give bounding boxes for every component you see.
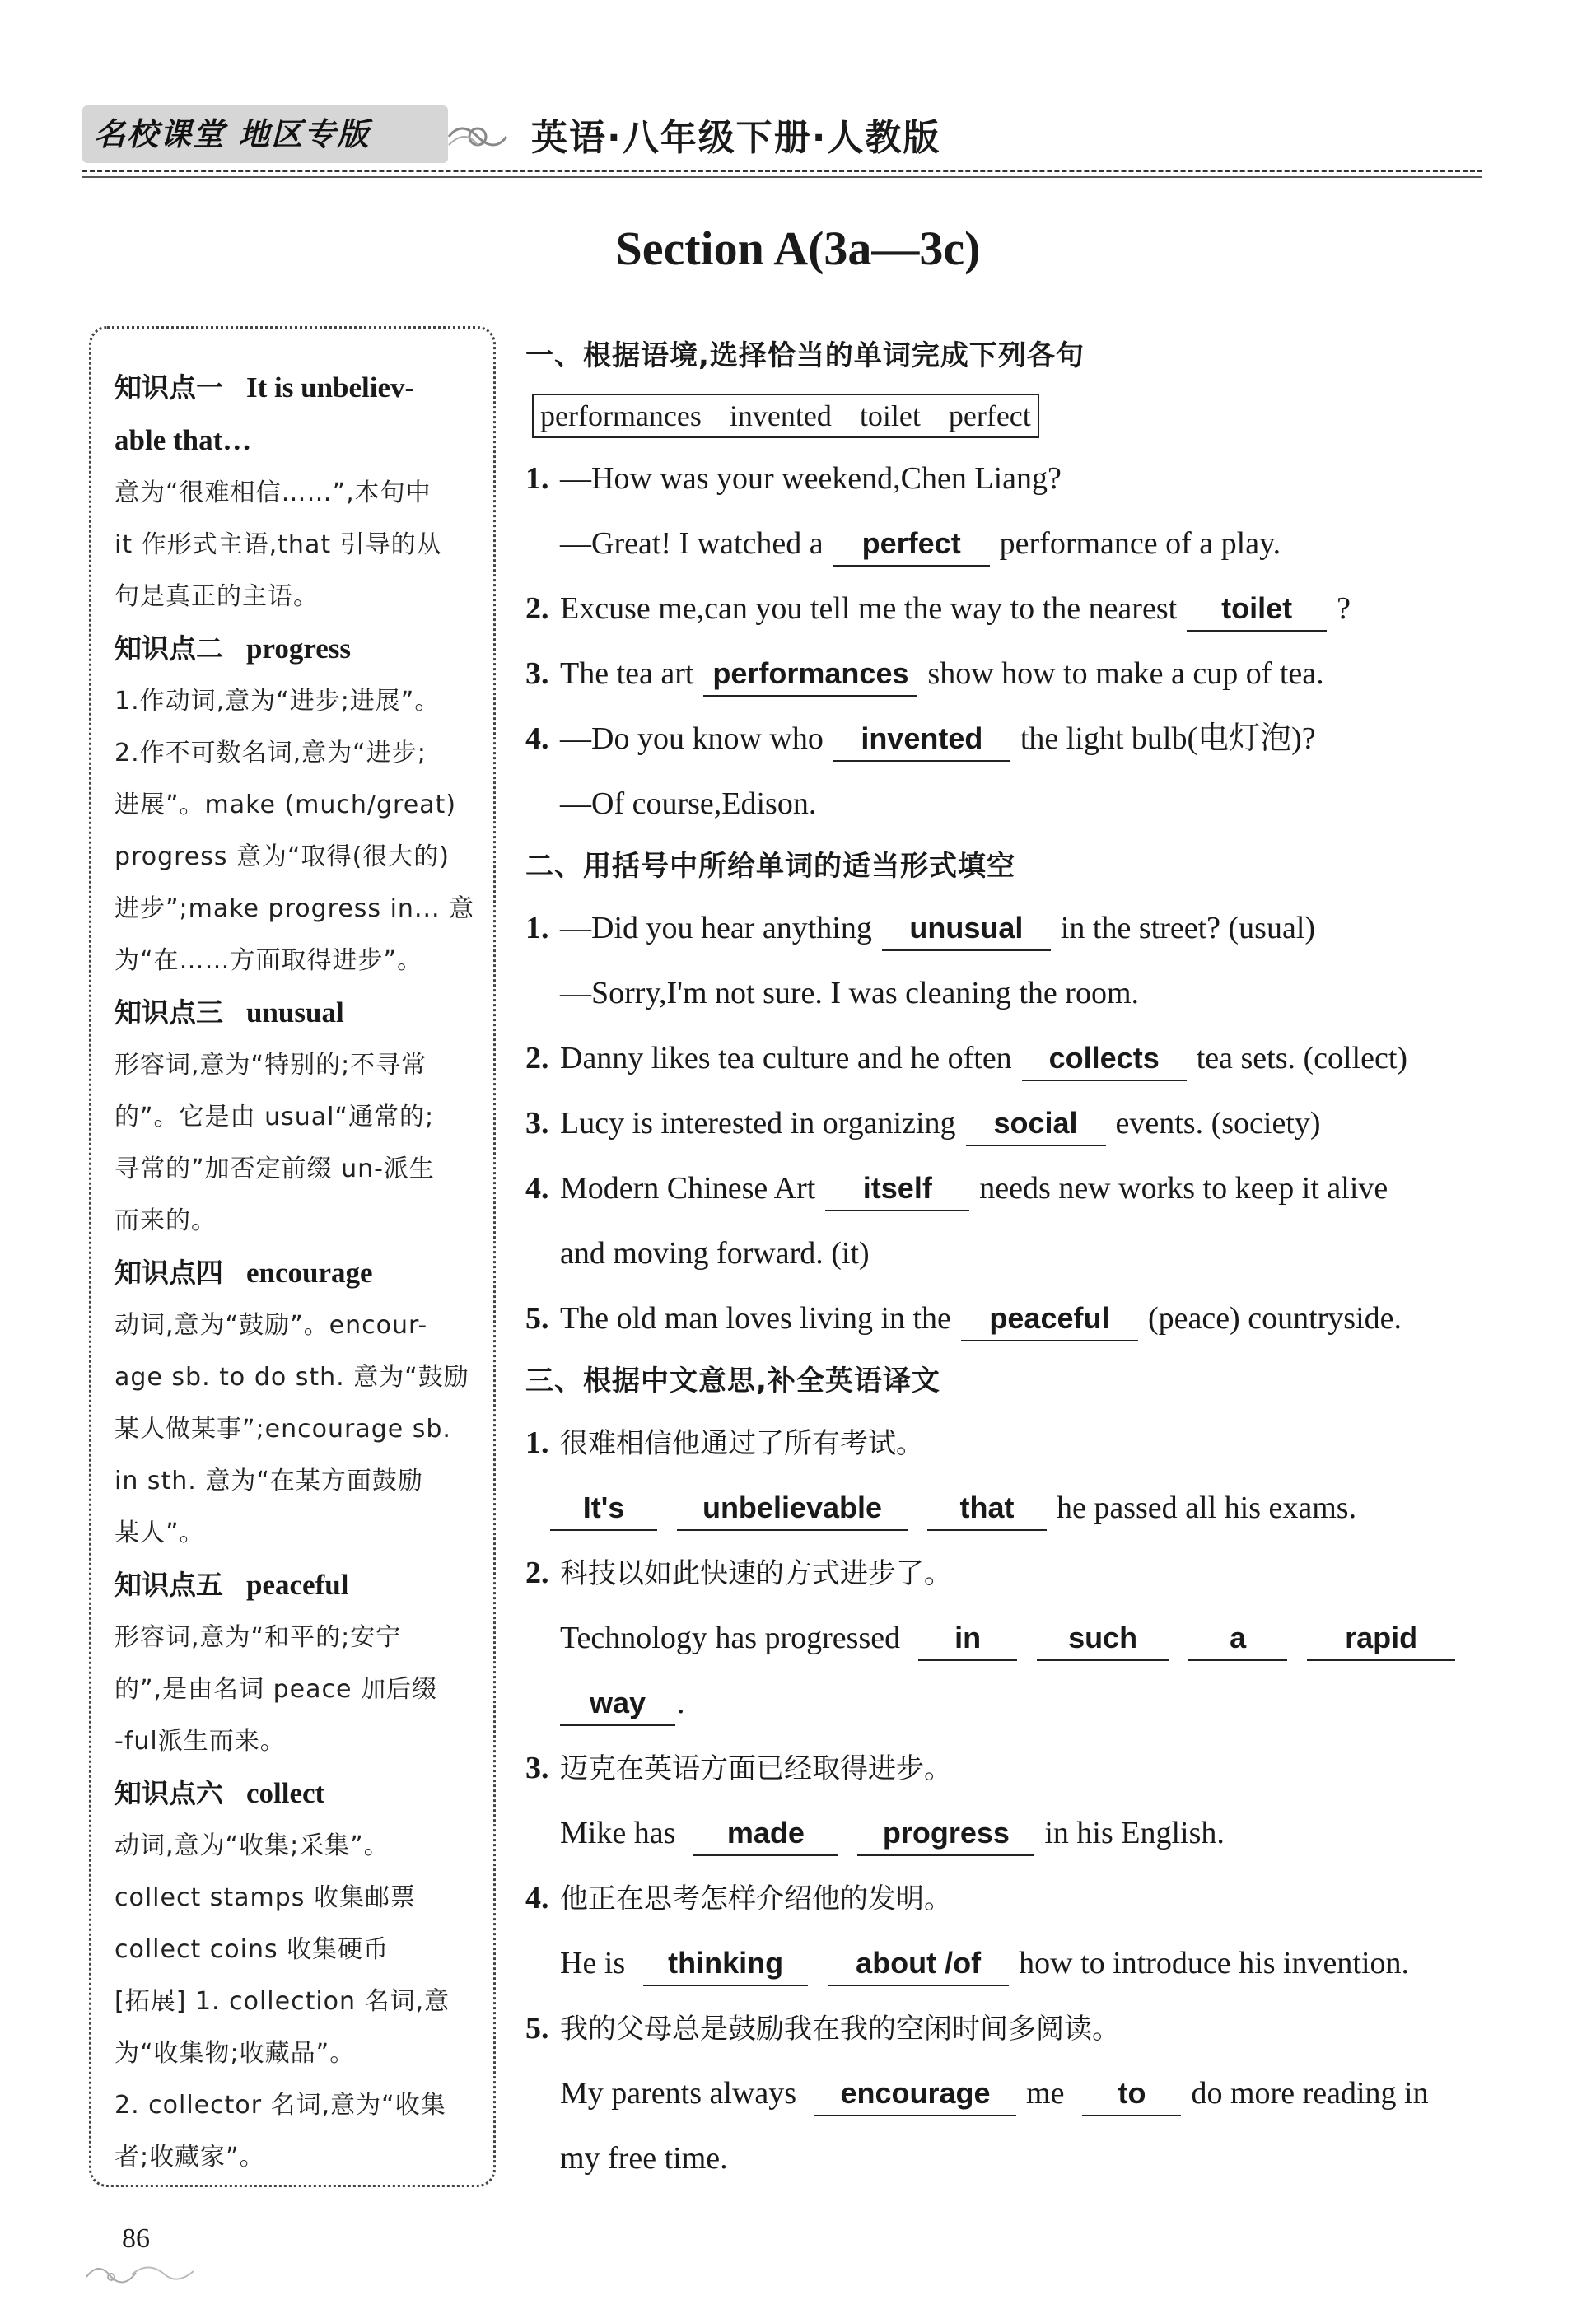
answer-blank[interactable]: a: [1188, 1617, 1287, 1661]
question-line: [525, 772, 1514, 837]
knowledge-point-line: 寻常的”加否定前缀 un-派生: [114, 1155, 435, 1183]
question-text: me: [1026, 2076, 1065, 2111]
knowledge-point-line: 形容词,意为“特别的;不寻常: [114, 1051, 427, 1080]
question-number: 1.: [525, 911, 549, 945]
answer-blank[interactable]: unusual: [882, 907, 1051, 951]
section-title: Section A(3a—3c): [615, 222, 981, 275]
question-number: 3.: [525, 1106, 549, 1141]
question-line: [525, 1286, 1514, 1351]
question-line: [525, 1801, 1514, 1866]
question-text: Mike has: [560, 1816, 676, 1850]
answer-blank[interactable]: such: [1037, 1617, 1169, 1661]
knowledge-point-line: 句是真正的主语。: [114, 582, 319, 611]
answer-blank[interactable]: progress: [857, 1812, 1034, 1856]
question-line: [525, 576, 1514, 641]
question-number: 2.: [525, 591, 549, 626]
question-text: —Did you hear anything: [560, 911, 872, 945]
knowledge-point-line: 进展”。make (much/great): [114, 791, 457, 819]
question-text: (peace) countryside.: [1147, 1301, 1402, 1336]
knowledge-point: [114, 1247, 485, 1559]
question-text: Excuse me,can you tell me the way to the nearest: [560, 591, 1178, 626]
knowledge-point-line: 的”,是由名词 peace 加后缀: [114, 1675, 437, 1704]
question-text: —Sorry,I'm not sure. I was cleaning the room.: [560, 976, 1139, 1010]
knowledge-point-label: 知识点二: [114, 632, 223, 665]
knowledge-point-title: peaceful: [246, 1569, 349, 1601]
question-line: [525, 1931, 1514, 1996]
question-text: how to introduce his invention.: [1019, 1946, 1410, 1980]
answer-blank[interactable]: perfect: [833, 522, 990, 567]
question-text: Technology has progressed: [560, 1621, 901, 1655]
page-header: [82, 97, 1482, 180]
knowledge-point: [114, 362, 485, 623]
question-text: do more reading in: [1191, 2076, 1429, 2111]
knowledge-point-line: 为“收集物;收藏品”。: [114, 2039, 356, 2068]
question-line: [525, 511, 1514, 576]
question-text: the light bulb(电灯泡)?: [1020, 721, 1316, 756]
answer-blank[interactable]: about /of: [828, 1942, 1009, 1986]
question-number: 4.: [525, 1881, 549, 1915]
question-line: [525, 707, 1514, 772]
question-text: The old man loves living in the: [560, 1301, 951, 1336]
question-text: events. (society): [1115, 1106, 1321, 1141]
knowledge-point: [114, 1559, 485, 1767]
question-number: 1.: [525, 1425, 549, 1460]
question-line: [525, 641, 1514, 707]
knowledge-point-title: collect: [246, 1777, 325, 1809]
answer-blank[interactable]: encourage: [814, 2072, 1016, 2116]
answer-blank[interactable]: performances: [703, 652, 917, 697]
question-text: tea sets. (collect): [1196, 1041, 1408, 1075]
question-number: 4.: [525, 721, 549, 756]
question-text: Lucy is interested in organizing: [560, 1106, 956, 1141]
footer-ornament-icon: [82, 2256, 198, 2289]
knowledge-point-line: [拓展] 1. collection 名词,意: [114, 1987, 450, 2016]
question-line: [525, 896, 1514, 961]
answer-blank[interactable]: in: [918, 1617, 1017, 1661]
knowledge-point-line: 形容词,意为“和平的;安宁: [114, 1623, 402, 1652]
question-number: 2.: [525, 1041, 549, 1075]
answer-blank[interactable]: itself: [825, 1167, 969, 1211]
knowledge-point-title-cont: able that…: [114, 424, 252, 456]
question-line: [525, 1091, 1514, 1156]
knowledge-point-line: 意为“很难相信……”,本句中: [114, 478, 432, 507]
answer-blank[interactable]: to: [1082, 2072, 1181, 2116]
knowledge-point-line: 某人”。: [114, 1519, 205, 1547]
knowledge-point: [114, 623, 485, 987]
word-bank-item: perfect: [948, 399, 1031, 432]
question-text: Modern Chinese Art: [560, 1171, 816, 1206]
question-line: [525, 1996, 1514, 2061]
knowledge-point-line: 动词,意为“收集;采集”。: [114, 1831, 390, 1860]
book-title: 英语·八年级下册·人教版: [531, 117, 941, 159]
knowledge-point-title: encourage: [246, 1257, 373, 1289]
question-line: [525, 1156, 1514, 1221]
knowledge-point-label: 知识点一: [114, 371, 223, 404]
header-divider: [82, 170, 1482, 172]
knowledge-point-line: 2.作不可数名词,意为“进步;: [114, 739, 427, 767]
question-text: needs new works to keep it alive: [979, 1171, 1388, 1206]
answer-blank[interactable]: unbelievable: [677, 1486, 908, 1531]
knowledge-point: [114, 1767, 485, 2183]
knowledge-point-line: 的”。它是由 usual“通常的;: [114, 1103, 435, 1131]
answer-blank[interactable]: that: [927, 1486, 1047, 1531]
knowledge-point-line: collect stamps 收集邮票: [114, 1883, 416, 1912]
knowledge-point-line: 2. collector 名词,意为“收集: [114, 2091, 446, 2120]
knowledge-point-line: in sth. 意为“在某方面鼓励: [114, 1467, 423, 1495]
knowledge-point-title: It is unbeliev-: [246, 371, 415, 404]
swirl-ornament-icon: [445, 112, 511, 161]
knowledge-point-line: 进步”;make progress in... 意: [114, 894, 475, 923]
word-bank: [532, 394, 1039, 438]
question-line: [525, 1476, 1514, 1541]
question-line: [525, 446, 1514, 511]
part3-heading: 三、根据中文意思,补全英语译文: [525, 1365, 940, 1397]
question-line: [525, 1411, 1514, 1476]
answer-blank[interactable]: thinking: [643, 1942, 808, 1986]
word-bank-item: performances: [540, 399, 702, 432]
chinese-prompt: 他正在思考怎样介绍他的发明。: [560, 1882, 952, 1915]
question-number: 5.: [525, 1301, 549, 1336]
chinese-prompt: 迈克在英语方面已经取得进步。: [560, 1752, 952, 1785]
knowledge-point-line: 动词,意为“鼓励”。encour-: [114, 1311, 428, 1340]
part2-heading: 二、用括号中所给单词的适当形式填空: [525, 850, 1015, 883]
knowledge-point-line: 为“在……方面取得进步”。: [114, 946, 423, 975]
question-number: 1.: [525, 461, 549, 496]
question-text: The tea art: [560, 656, 694, 691]
question-text: he passed all his exams.: [1057, 1491, 1357, 1525]
knowledge-point-line: 1.作动词,意为“进步;进展”。: [114, 687, 441, 716]
question-text: and moving forward. (it): [560, 1236, 870, 1271]
question-text: —Of course,Edison.: [560, 786, 817, 821]
knowledge-point-line: -ful派生而来。: [114, 1727, 286, 1756]
question-number: 2.: [525, 1556, 549, 1590]
question-line: [525, 1671, 1514, 1736]
knowledge-point: [114, 987, 485, 1247]
question-number: 4.: [525, 1171, 549, 1206]
answer-blank[interactable]: peaceful: [961, 1297, 1138, 1341]
question-line: [525, 2061, 1514, 2126]
knowledge-point-label: 知识点五: [114, 1569, 223, 1601]
question-text: .: [677, 1686, 685, 1720]
question-number: 3.: [525, 1751, 549, 1785]
knowledge-point-title: unusual: [246, 996, 344, 1029]
knowledge-point-line: 某人做某事”;encourage sb.: [114, 1415, 451, 1444]
knowledge-point-line: progress 意为“取得(很大的): [114, 842, 450, 871]
knowledge-point-title: progress: [246, 632, 352, 665]
answer-blank[interactable]: rapid: [1307, 1617, 1455, 1661]
question-text: my free time.: [560, 2141, 728, 2176]
question-text: —How was your weekend,Chen Liang?: [560, 461, 1062, 496]
knowledge-point-line: 而来的。: [114, 1206, 217, 1235]
answer-blank[interactable]: social: [966, 1102, 1106, 1146]
question-line: [525, 1866, 1514, 1931]
chinese-prompt: 科技以如此快速的方式进步了。: [560, 1557, 952, 1590]
question-text: show how to make a cup of tea.: [927, 656, 1324, 691]
answer-blank[interactable]: made: [693, 1812, 838, 1856]
question-text: in his English.: [1044, 1816, 1225, 1850]
question-text: —Great! I watched a: [560, 526, 824, 561]
answer-blank[interactable]: toilet: [1187, 587, 1327, 632]
brand-banner: 名校课堂 地区专版: [82, 105, 448, 163]
knowledge-sidebar: [89, 326, 496, 2187]
chinese-prompt: 我的父母总是鼓励我在我的空闲时间多阅读。: [560, 2013, 1120, 2046]
question-text: ?: [1337, 591, 1351, 626]
question-text: performance of a play.: [999, 526, 1281, 561]
question-line: [525, 2126, 1514, 2191]
part1-heading: 一、根据语境,选择恰当的单词完成下列各句: [525, 339, 1085, 372]
question-line: [525, 1026, 1514, 1091]
answer-blank[interactable]: way: [560, 1682, 675, 1726]
question-line: [525, 1736, 1514, 1801]
question-text: —Do you know who: [560, 721, 824, 756]
question-line: [525, 1221, 1514, 1286]
knowledge-point-label: 知识点三: [114, 996, 223, 1029]
question-line: [525, 1606, 1514, 1671]
question-text: in the street? (usual): [1060, 911, 1316, 945]
word-bank-item: invented: [729, 399, 832, 432]
answer-blank[interactable]: collects: [1022, 1037, 1187, 1081]
page-number: 86: [122, 2223, 150, 2254]
question-text: My parents always: [560, 2076, 797, 2111]
chinese-prompt: 很难相信他通过了所有考试。: [560, 1427, 924, 1460]
exercise-area: [525, 326, 1514, 2191]
answer-blank[interactable]: It's: [550, 1486, 657, 1531]
question-text: He is: [560, 1946, 626, 1980]
answer-blank[interactable]: invented: [833, 717, 1010, 762]
knowledge-point-line: 者;收藏家”。: [114, 2143, 265, 2172]
question-text: Danny likes tea culture and he often: [560, 1041, 1012, 1075]
question-line: [525, 961, 1514, 1026]
question-number: 5.: [525, 2011, 549, 2046]
word-bank-item: toilet: [859, 399, 921, 432]
knowledge-point-line: age sb. to do sth. 意为“鼓励: [114, 1363, 469, 1392]
knowledge-point-label: 知识点四: [114, 1257, 223, 1289]
knowledge-point-line: it 作形式主语,that 引导的从: [114, 530, 442, 559]
header-divider-solid: [82, 176, 1482, 178]
question-line: [525, 1541, 1514, 1606]
knowledge-point-line: collect coins 收集硬币: [114, 1935, 390, 1964]
knowledge-point-label: 知识点六: [114, 1777, 223, 1809]
question-number: 3.: [525, 656, 549, 691]
